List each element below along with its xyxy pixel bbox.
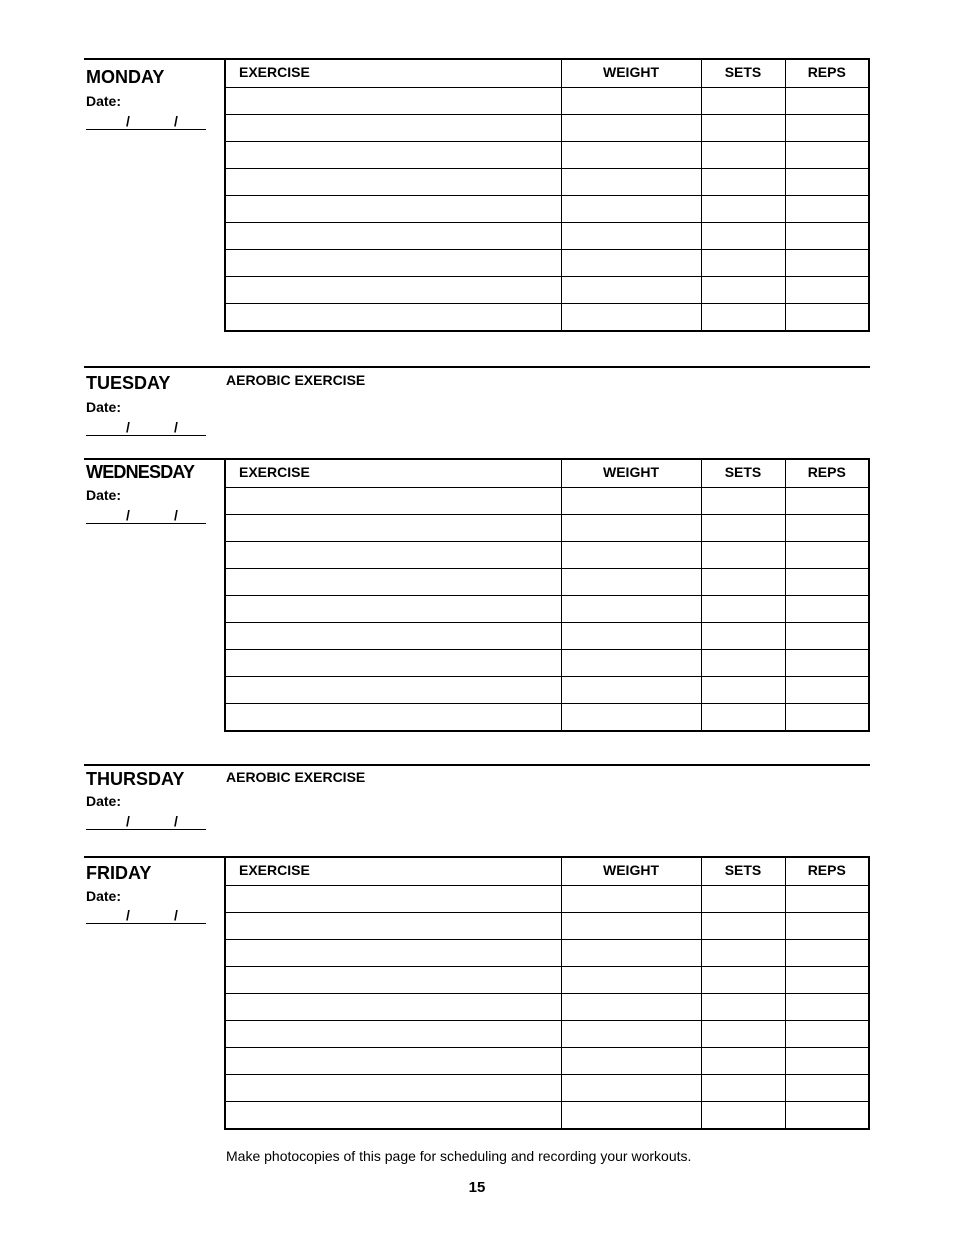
table-row	[225, 1021, 869, 1048]
exercise-cell[interactable]	[225, 515, 561, 542]
tuesday-date-field[interactable]	[86, 419, 206, 436]
weight-cell[interactable]	[561, 569, 701, 596]
date-separator: /	[126, 907, 130, 923]
exercise-cell[interactable]	[225, 304, 561, 332]
exercise-cell[interactable]	[225, 488, 561, 515]
thursday-label: THURSDAY	[86, 769, 185, 789]
exercise-cell[interactable]	[225, 1075, 561, 1102]
monday-date-field[interactable]	[86, 113, 206, 130]
weight-cell[interactable]	[561, 1048, 701, 1075]
reps-cell[interactable]	[785, 1021, 869, 1048]
sets-cell[interactable]	[701, 596, 785, 623]
friday-date-field[interactable]	[86, 907, 206, 924]
weight-cell[interactable]	[561, 623, 701, 650]
sets-cell[interactable]	[701, 623, 785, 650]
table-row	[225, 677, 869, 704]
sets-cell[interactable]	[701, 886, 785, 913]
date-separator: /	[126, 813, 130, 829]
exercise-cell[interactable]	[225, 940, 561, 967]
sets-cell[interactable]	[701, 88, 785, 115]
sets-cell[interactable]	[701, 1048, 785, 1075]
weight-cell[interactable]	[561, 1075, 701, 1102]
table-row	[225, 967, 869, 994]
reps-cell[interactable]	[785, 196, 869, 223]
table-row	[225, 886, 869, 913]
exercise-cell[interactable]	[225, 115, 561, 142]
weight-cell[interactable]	[561, 223, 701, 250]
sets-column-header: SETS	[701, 857, 785, 886]
table-row	[225, 88, 869, 115]
exercise-cell[interactable]	[225, 650, 561, 677]
reps-cell[interactable]	[785, 967, 869, 994]
sets-cell[interactable]	[701, 223, 785, 250]
reps-cell[interactable]	[785, 623, 869, 650]
table-row	[225, 142, 869, 169]
exercise-cell[interactable]	[225, 169, 561, 196]
date-separator: /	[174, 419, 178, 435]
table-row	[225, 169, 869, 196]
weight-cell[interactable]	[561, 886, 701, 913]
friday-label: FRIDAY	[86, 863, 152, 883]
exercise-cell[interactable]	[225, 596, 561, 623]
weight-cell[interactable]	[561, 940, 701, 967]
weight-cell[interactable]	[561, 250, 701, 277]
sets-cell[interactable]	[701, 196, 785, 223]
sets-cell[interactable]	[701, 1075, 785, 1102]
sets-cell[interactable]	[701, 650, 785, 677]
exercise-cell[interactable]	[225, 623, 561, 650]
reps-cell[interactable]	[785, 704, 869, 732]
reps-cell[interactable]	[785, 115, 869, 142]
thursday-date-label: Date:	[86, 793, 122, 809]
sets-cell[interactable]	[701, 913, 785, 940]
photocopy-note: Make photocopies of this page for scheduling and recording your workouts.	[226, 1148, 692, 1164]
sets-cell[interactable]	[701, 994, 785, 1021]
weight-cell[interactable]	[561, 169, 701, 196]
table-row	[225, 542, 869, 569]
reps-column-header: REPS	[785, 59, 869, 88]
sets-cell[interactable]	[701, 704, 785, 732]
table-row	[225, 623, 869, 650]
weight-cell[interactable]	[561, 542, 701, 569]
table-row	[225, 569, 869, 596]
reps-cell[interactable]	[785, 677, 869, 704]
weight-cell[interactable]	[561, 1021, 701, 1048]
wednesday-exercise-table	[224, 458, 870, 732]
reps-cell[interactable]	[785, 223, 869, 250]
table-row	[225, 650, 869, 677]
table-row	[225, 115, 869, 142]
exercise-cell[interactable]	[225, 88, 561, 115]
sets-cell[interactable]	[701, 1021, 785, 1048]
weight-column-header: WEIGHT	[561, 857, 701, 886]
reps-cell[interactable]	[785, 250, 869, 277]
date-separator: /	[174, 907, 178, 923]
weight-cell[interactable]	[561, 196, 701, 223]
sets-cell[interactable]	[701, 569, 785, 596]
reps-cell[interactable]	[785, 886, 869, 913]
exercise-cell[interactable]	[225, 677, 561, 704]
exercise-column-header: EXERCISE	[225, 459, 561, 488]
tuesday-label: TUESDAY	[86, 373, 171, 393]
page-number: 15	[468, 1179, 486, 1196]
sets-cell[interactable]	[701, 115, 785, 142]
exercise-cell[interactable]	[225, 250, 561, 277]
weight-cell[interactable]	[561, 994, 701, 1021]
reps-cell[interactable]	[785, 650, 869, 677]
weight-cell[interactable]	[561, 515, 701, 542]
weight-cell[interactable]	[561, 304, 701, 332]
table-row	[225, 940, 869, 967]
date-separator: /	[174, 113, 178, 129]
exercise-cell[interactable]	[225, 277, 561, 304]
weight-cell[interactable]	[561, 88, 701, 115]
sets-cell[interactable]	[701, 515, 785, 542]
table-row	[225, 1102, 869, 1130]
tuesday-top-rule	[84, 366, 870, 368]
sets-cell[interactable]	[701, 250, 785, 277]
sets-cell[interactable]	[701, 940, 785, 967]
reps-column-header: REPS	[785, 459, 869, 488]
sets-cell[interactable]	[701, 1102, 785, 1130]
wednesday-date-label: Date:	[86, 487, 122, 503]
exercise-column-header: EXERCISE	[225, 59, 561, 88]
sets-cell[interactable]	[701, 304, 785, 332]
reps-cell[interactable]	[785, 1102, 869, 1130]
reps-cell[interactable]	[785, 940, 869, 967]
reps-cell[interactable]	[785, 488, 869, 515]
reps-cell[interactable]	[785, 994, 869, 1021]
weight-cell[interactable]	[561, 142, 701, 169]
monday-date-label: Date:	[86, 93, 122, 109]
exercise-cell[interactable]	[225, 994, 561, 1021]
reps-cell[interactable]	[785, 169, 869, 196]
weight-cell[interactable]	[561, 650, 701, 677]
exercise-cell[interactable]	[225, 886, 561, 913]
weight-cell[interactable]	[561, 115, 701, 142]
weight-column-header: WEIGHT	[561, 459, 701, 488]
reps-cell[interactable]	[785, 88, 869, 115]
exercise-cell[interactable]	[225, 704, 561, 732]
reps-cell[interactable]	[785, 913, 869, 940]
date-separator: /	[126, 507, 130, 523]
monday-exercise-table	[224, 58, 870, 332]
weight-cell[interactable]	[561, 704, 701, 732]
thursday-date-field[interactable]	[86, 813, 206, 830]
reps-cell[interactable]	[785, 569, 869, 596]
reps-cell[interactable]	[785, 1048, 869, 1075]
sets-cell[interactable]	[701, 542, 785, 569]
sets-cell[interactable]	[701, 967, 785, 994]
table-row	[225, 196, 869, 223]
weight-cell[interactable]	[561, 1102, 701, 1130]
reps-cell[interactable]	[785, 596, 869, 623]
reps-cell[interactable]	[785, 515, 869, 542]
table-row	[225, 994, 869, 1021]
table-row	[225, 515, 869, 542]
reps-cell[interactable]	[785, 142, 869, 169]
exercise-cell[interactable]	[225, 1021, 561, 1048]
reps-cell[interactable]	[785, 542, 869, 569]
weight-cell[interactable]	[561, 596, 701, 623]
sets-cell[interactable]	[701, 277, 785, 304]
weight-cell[interactable]	[561, 677, 701, 704]
exercise-cell[interactable]	[225, 569, 561, 596]
exercise-cell[interactable]	[225, 967, 561, 994]
reps-cell[interactable]	[785, 277, 869, 304]
exercise-cell[interactable]	[225, 1048, 561, 1075]
exercise-cell[interactable]	[225, 1102, 561, 1130]
sets-cell[interactable]	[701, 488, 785, 515]
exercise-cell[interactable]	[225, 223, 561, 250]
date-separator: /	[174, 813, 178, 829]
table-row	[225, 704, 869, 732]
date-separator: /	[126, 113, 130, 129]
weight-cell[interactable]	[561, 277, 701, 304]
friday-exercise-table	[224, 856, 870, 1130]
sets-column-header: SETS	[701, 459, 785, 488]
sets-cell[interactable]	[701, 169, 785, 196]
table-row	[225, 304, 869, 332]
table-row	[225, 596, 869, 623]
wednesday-label: WEDNESDAY	[86, 462, 195, 482]
sets-cell[interactable]	[701, 142, 785, 169]
exercise-cell[interactable]	[225, 913, 561, 940]
table-row	[225, 1075, 869, 1102]
friday-date-label: Date:	[86, 888, 122, 904]
thursday-top-rule	[84, 764, 870, 766]
date-separator: /	[174, 507, 178, 523]
table-row	[225, 488, 869, 515]
thursday-aerobic-label: AEROBIC EXERCISE	[226, 769, 366, 785]
table-row	[225, 223, 869, 250]
reps-cell[interactable]	[785, 304, 869, 332]
exercise-cell[interactable]	[225, 196, 561, 223]
table-row	[225, 913, 869, 940]
tuesday-aerobic-label: AEROBIC EXERCISE	[226, 372, 366, 388]
tuesday-date-label: Date:	[86, 399, 122, 415]
weight-cell[interactable]	[561, 967, 701, 994]
exercise-column-header: EXERCISE	[225, 857, 561, 886]
weight-cell[interactable]	[561, 488, 701, 515]
monday-label: MONDAY	[86, 67, 165, 87]
weight-cell[interactable]	[561, 913, 701, 940]
exercise-cell[interactable]	[225, 142, 561, 169]
table-row	[225, 1048, 869, 1075]
sets-cell[interactable]	[701, 677, 785, 704]
exercise-cell[interactable]	[225, 542, 561, 569]
sets-column-header: SETS	[701, 59, 785, 88]
wednesday-date-field[interactable]	[86, 507, 206, 524]
reps-cell[interactable]	[785, 1075, 869, 1102]
date-separator: /	[126, 419, 130, 435]
reps-column-header: REPS	[785, 857, 869, 886]
table-row	[225, 250, 869, 277]
weight-column-header: WEIGHT	[561, 59, 701, 88]
table-row	[225, 277, 869, 304]
